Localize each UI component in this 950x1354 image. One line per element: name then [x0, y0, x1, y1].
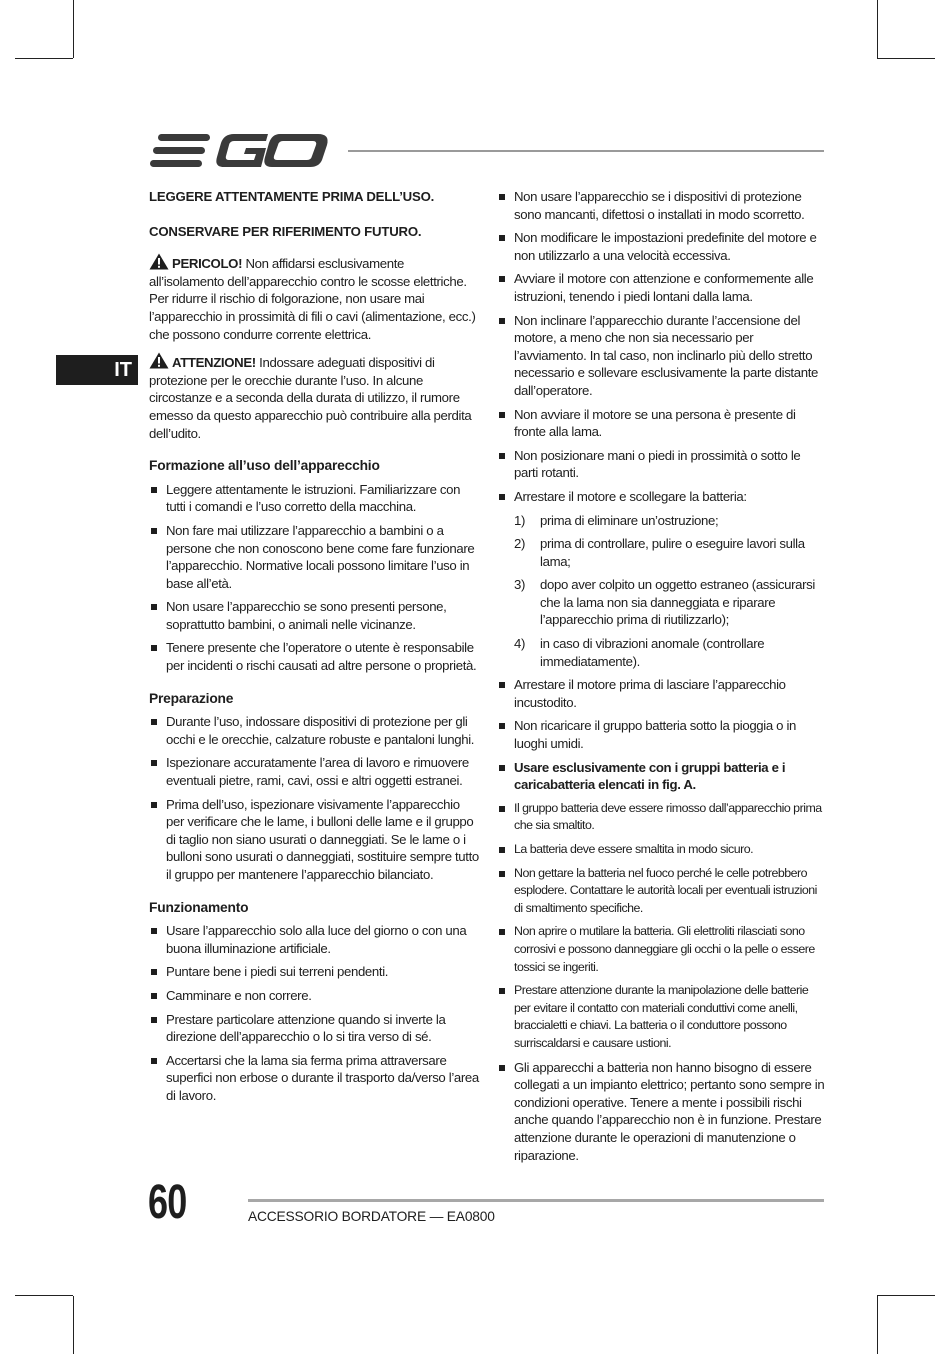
- item-text: prima di eliminare un’ostruzione;: [540, 512, 719, 528]
- item-number: 2): [514, 536, 526, 552]
- crop-mark: [73, 1296, 74, 1354]
- list-item: Non avviare il motore se una persona è presente di fronte alla lama.: [497, 406, 827, 441]
- list-item: Non posizionare mani o piedi in prossimità o sotto le parti rotanti.: [497, 447, 827, 482]
- warning-triangle-icon: [149, 352, 169, 369]
- section-heading-operation: Funzionamento: [149, 899, 249, 915]
- list-item: Gli apparecchi a batteria non hanno bisogno di essere collegati a un impianto elettrico; pertanto sono sempre in condizioni operative. Tenere a mente i possibili rischi anche quando l’apparecchio non è in funzione. Prestare attenzione durante le operazioni di manutenzione o riparazione.: [497, 1059, 827, 1165]
- warning-notice: [149, 352, 479, 442]
- list-item: Arrestare il motore prima di lasciare l’apparecchio incustodito.: [497, 676, 827, 711]
- footer-rule: [248, 1199, 824, 1202]
- keep-instructions-heading: CONSERVARE PER RIFERIMENTO FUTURO.: [149, 223, 422, 239]
- numbered-item: [497, 635, 827, 670]
- item-number: 1): [514, 512, 526, 528]
- item-text: in caso di vibrazioni anomale (controllare immediatamente).: [540, 636, 765, 669]
- list-item: Non aprire o mutilare la batteria. Gli elettroliti rilasciati sono corrosivi e possono danneggiare gli occhi o la pelle o essere tossici se ingeriti.: [497, 923, 827, 976]
- crop-mark: [73, 0, 74, 58]
- left-column: [149, 188, 479, 1111]
- numbered-item: [497, 535, 827, 570]
- crop-mark: [877, 1296, 878, 1354]
- list-item: Non fare mai utilizzare l’apparecchio a bambini o a persone che non conoscono bene come fare funzionare l’apparecchio. Normative locali possono limitare l’uso in base all’età.: [149, 522, 479, 592]
- list-item: Non inclinare l’apparecchio durante l’accensione del motore, a meno che non sia necessario per l’avviamento. In tal caso, non inclinarlo più dello stretto necessario e sollevare esclusivamente la parte distante dall’operatore.: [497, 312, 827, 400]
- item-text: dopo aver colpito un oggetto estraneo (assicurarsi che la lama non sia danneggiata e riparare l’apparecchio prima di riutilizzarlo);: [540, 577, 815, 628]
- list-item: Non gettare la batteria nel fuoco perché le celle potrebbero esplodere. Contattare le autorità locali per eventuali istruzioni di smaltimento specifiche.: [497, 865, 827, 918]
- read-instructions-heading: LEGGERE ATTENTAMENTE PRIMA DELL’USO.: [149, 189, 435, 204]
- danger-signal-word: PERICOLO!: [172, 256, 243, 272]
- numbered-item: [497, 576, 827, 629]
- list-item: Usare l’apparecchio solo alla luce del giorno o con una buona illuminazione artificiale.: [149, 922, 479, 957]
- list-item: Non usare l’apparecchio se sono presenti persone, soprattutto bambini, o animali nelle vicinanze.: [149, 598, 479, 633]
- section-heading-preparation: Preparazione: [149, 690, 234, 706]
- list-item: Ispezionare accuratamente l’area di lavoro e rimuovere eventuali pietre, rami, cavi, ossi e altri oggetti estranei.: [149, 754, 479, 789]
- footer-product-name: ACCESSORIO BORDATORE — EA0800: [248, 1209, 495, 1224]
- list-item: Arrestare il motore e scollegare la batteria:: [497, 488, 827, 506]
- item-text: prima di controllare, pulire o eseguire lavori sulla lama;: [540, 536, 805, 569]
- ego-logo: [150, 130, 330, 172]
- list-item: Il gruppo batteria deve essere rimosso dall’apparecchio prima che sia smaltito.: [497, 800, 827, 835]
- operation-list-continued: [497, 188, 827, 506]
- crop-mark: [15, 1295, 73, 1296]
- stop-motor-conditions-list: [497, 512, 827, 671]
- crop-mark: [15, 58, 73, 59]
- list-item: Non ricaricare il gruppo batteria sotto la pioggia o in luoghi umidi.: [497, 717, 827, 752]
- list-item: Leggere attentamente le istruzioni. Familiarizzare con tutti i comandi e l’uso corretto della macchina.: [149, 481, 479, 516]
- warning-signal-word: ATTENZIONE!: [172, 355, 256, 371]
- list-item: Accertarsi che la lama sia ferma prima attraversare superfici non erbose o durante il trasporto da/verso l’area di lavoro.: [149, 1052, 479, 1105]
- warning-triangle-icon: [149, 253, 169, 270]
- list-item: Tenere presente che l’operatore o utente è responsabile per incidenti o rischi causati ad altre persone o proprietà.: [149, 639, 479, 674]
- page-number: 60: [148, 1176, 187, 1229]
- list-item: Prima dell’uso, ispezionare visivamente l’apparecchio per verificare che le lame, i bulloni delle lame e il gruppo di taglio non siano usurati o danneggiati. Se le lame o i bulloni sono usurati o danneggiati, sostituire sempre tutto il gruppo per mantenere l’apparecchio bilanciato.: [149, 796, 479, 884]
- danger-text: Non affidarsi esclusivamente all’isolamento dell’apparecchio contro le scosse elettriche. Per ridurre il rischio di folgorazione, non usare mai l’apparecchio in prossimità di fili o cavi (alimentazione, ecc.) che possono condurre corrente elettrica.: [149, 256, 476, 342]
- list-item: Prestare particolare attenzione quando si inverte la direzione dell’apparecchio o lo si tira verso di sé.: [149, 1011, 479, 1046]
- list-item: Camminare e non correre.: [149, 987, 479, 1005]
- list-item: Prestare attenzione durante la manipolazione delle batterie per evitare il contatto con materiali conduttivi come anelli, braccialetti e chiavi. La batteria o il conduttore possono surriscaldarsi e causare ustioni.: [497, 982, 827, 1052]
- header-rule: [348, 150, 824, 152]
- list-item: La batteria deve essere smaltita in modo sicuro.: [497, 841, 827, 859]
- danger-notice: [149, 253, 479, 343]
- list-item: Non modificare le impostazioni predefinite del motore e non utilizzarlo a una velocità eccessiva.: [497, 229, 827, 264]
- battery-safety-list: [497, 676, 827, 1164]
- preparation-list: [149, 713, 479, 883]
- list-item: Puntare bene i piedi sui terreni pendenti.: [149, 963, 479, 981]
- numbered-item: [497, 512, 827, 530]
- operation-list: [149, 922, 479, 1104]
- item-number: 3): [514, 577, 526, 593]
- crop-mark: [877, 0, 878, 58]
- crop-mark: [877, 1295, 935, 1296]
- warning-text: Indossare adeguati dispositivi di protezione per le orecchie durante l’uso. In alcune circostanze e a seconda della durata di utilizzo, il rumore emesso da questo apparecchio può contribuire alla perdita dell’udito.: [149, 355, 472, 441]
- language-tab: IT: [56, 355, 138, 385]
- list-item: Non usare l’apparecchio se i dispositivi di protezione sono mancanti, difettosi o installati in modo scorretto.: [497, 188, 827, 223]
- list-item: Durante l’uso, indossare dispositivi di protezione per gli occhi e le orecchie, calzature robuste e pantaloni lunghi.: [149, 713, 479, 748]
- list-item: Avviare il motore con attenzione e conformemente alle istruzioni, tenendo i piedi lontani dalla lama.: [497, 270, 827, 305]
- right-column: [497, 188, 827, 1170]
- training-list: [149, 481, 479, 675]
- item-number: 4): [514, 636, 526, 652]
- section-heading-training: Formazione all’uso dell’apparecchio: [149, 458, 380, 474]
- battery-compatibility-item: Usare esclusivamente con i gruppi batteria e i caricabatteria elencati in fig. A.: [497, 759, 827, 794]
- crop-mark: [877, 58, 935, 59]
